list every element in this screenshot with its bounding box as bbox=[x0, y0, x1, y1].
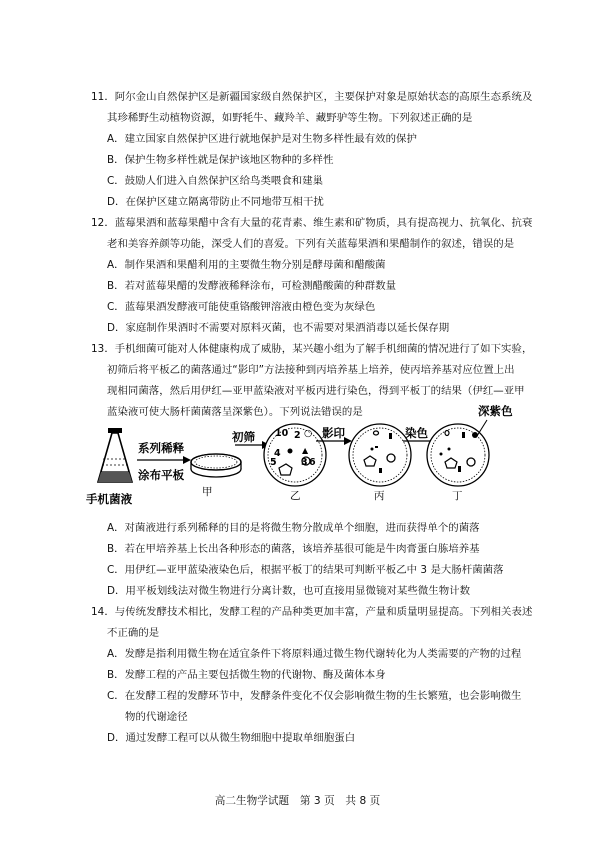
plate-yi bbox=[264, 424, 326, 486]
option-a: A．发酵是指利用微生物在适宜条件下将原料通过微生物代谢转化为人类需要的产物的过程 bbox=[107, 648, 522, 660]
svg-text:○: ○ bbox=[304, 428, 313, 439]
question-stem: 12．蓝莓果酒和蓝莓果醋中含有大量的花青素、维生素和矿物质，具有提高视力、抗氧化、抗衰 bbox=[91, 217, 533, 229]
option-c: C．鼓励人们进入自然保护区给鸟类喂食和建巢 bbox=[107, 175, 324, 187]
plate-bing bbox=[349, 424, 411, 486]
option-b: B．若对蓝莓果醋的发酵液稀释涂布，可检测醋酸菌的种群数量 bbox=[107, 280, 397, 292]
plate-ding bbox=[427, 424, 489, 486]
option-c: C．用伊红—亚甲蓝染液染色后，根据平板丁的结果可判断平板乙中 3 是大肠杆菌菌落 bbox=[107, 564, 504, 576]
question-stem: 14．与传统发酵技术相比，发酵工程的产品种类更加丰富，产量和质量明显提高。下列相关表述 bbox=[91, 606, 533, 618]
option-d: D．在保护区建立隔离带防止不同地带互相干扰 bbox=[107, 196, 324, 208]
plate-label-ding: 丁 bbox=[452, 490, 463, 502]
plate-label-yi: 乙 bbox=[290, 490, 301, 502]
question-stem: 老和美容养颜等功能，深受人们的喜爱。下列有关蓝莓果酒和果醋制作的叙述，错误的是 bbox=[107, 238, 515, 250]
option-b: B．保护生物多样性就是保护该地区物种的多样性 bbox=[107, 154, 334, 166]
option-d: D．用平板划线法对微生物进行分离计数，也可直接用显微镜对某些微生物计数 bbox=[107, 585, 471, 597]
screen-label: 初筛 bbox=[232, 430, 256, 444]
flask-label: 手机菌液 bbox=[86, 492, 133, 506]
plate-label-jia: 甲 bbox=[202, 486, 213, 498]
svg-text:6: 6 bbox=[309, 457, 316, 468]
option-b: B．发酵工程的产品主要包括微生物的代谢物、酶及菌体本身 bbox=[107, 669, 386, 681]
question-stem: 不正确的是 bbox=[107, 627, 160, 639]
stain-label: 染色 bbox=[405, 426, 429, 440]
question-stem: 其珍稀野生动植物资源，如野牦牛、藏羚羊、藏野驴等生物。下列叙述正确的是 bbox=[107, 112, 473, 124]
plate-label-bing: 丙 bbox=[374, 490, 385, 502]
page-footer: 高二生物学试题 第 3 页 共 8 页 bbox=[214, 795, 381, 807]
option-a: A．制作果酒和果醋利用的主要微生物分别是酵母菌和醋酸菌 bbox=[107, 259, 386, 271]
option-c: C．在发酵工程的发酵环节中，发酵条件变化不仅会影响微生物的生长繁殖，也会影响微生 bbox=[107, 690, 522, 702]
petri-dish-jia bbox=[191, 454, 241, 477]
option-d: D．家庭制作果酒时不需要对原料灭菌，也不需要对果酒消毒以延长保存期 bbox=[107, 322, 450, 334]
question-stem: 11．阿尔金山自然保护区是新疆国家级自然保护区，主要保护对象是原始状态的高原生态系统及 bbox=[91, 91, 533, 103]
question-stem: 初筛后将平板乙的菌落通过“影印”方法接种到丙培养基上培养，使丙培养基对应位置上出 bbox=[107, 364, 515, 376]
question-stem: 13．手机细菌可能对人体健康构成了威胁，某兴趣小组为了解手机细菌的情况进行了如下实验， bbox=[91, 343, 533, 355]
option-b: B．若在甲培养基上长出各种形态的菌落，该培养基很可能是牛肉膏蛋白胨培养基 bbox=[107, 543, 480, 555]
svg-text:3: 3 bbox=[301, 457, 308, 468]
flask-icon bbox=[98, 428, 132, 482]
dilution-label: 系列稀释 bbox=[138, 441, 185, 455]
question-stem: 蓝染液可使大肠杆菌菌落呈深紫色）。下列说法错误的是 bbox=[107, 406, 363, 418]
question-stem: 现相同菌落，然后用伊红—亚甲蓝染液对平板丙进行染色，得到平板丁的结果（伊红—亚甲 bbox=[107, 385, 525, 397]
svg-text:2: 2 bbox=[294, 430, 301, 441]
svg-text:4: 4 bbox=[274, 448, 281, 459]
option-d: D．通过发酵工程可以从微生物细胞中提取单细胞蛋白 bbox=[107, 732, 356, 744]
svg-text:▲: ▲ bbox=[302, 446, 309, 455]
option-a: A．对菌液进行系列稀释的目的是将微生物分散成单个细胞，进而获得单个的菌落 bbox=[107, 522, 480, 534]
print-label: 影印 bbox=[322, 426, 346, 440]
spread-label: 涂布平板 bbox=[138, 468, 185, 482]
svg-text:10: 10 bbox=[275, 428, 289, 439]
purple-label: 深紫色 bbox=[478, 404, 513, 418]
option-c: C．蓝莓果酒发酵液可能使重铬酸钾溶液由橙色变为灰绿色 bbox=[107, 301, 376, 313]
option-c-continued: 物的代谢途径 bbox=[125, 711, 188, 723]
svg-text:5: 5 bbox=[270, 457, 277, 468]
option-a: A．建立国家自然保护区进行就地保护是对生物多样性最有效的保护 bbox=[107, 133, 417, 145]
